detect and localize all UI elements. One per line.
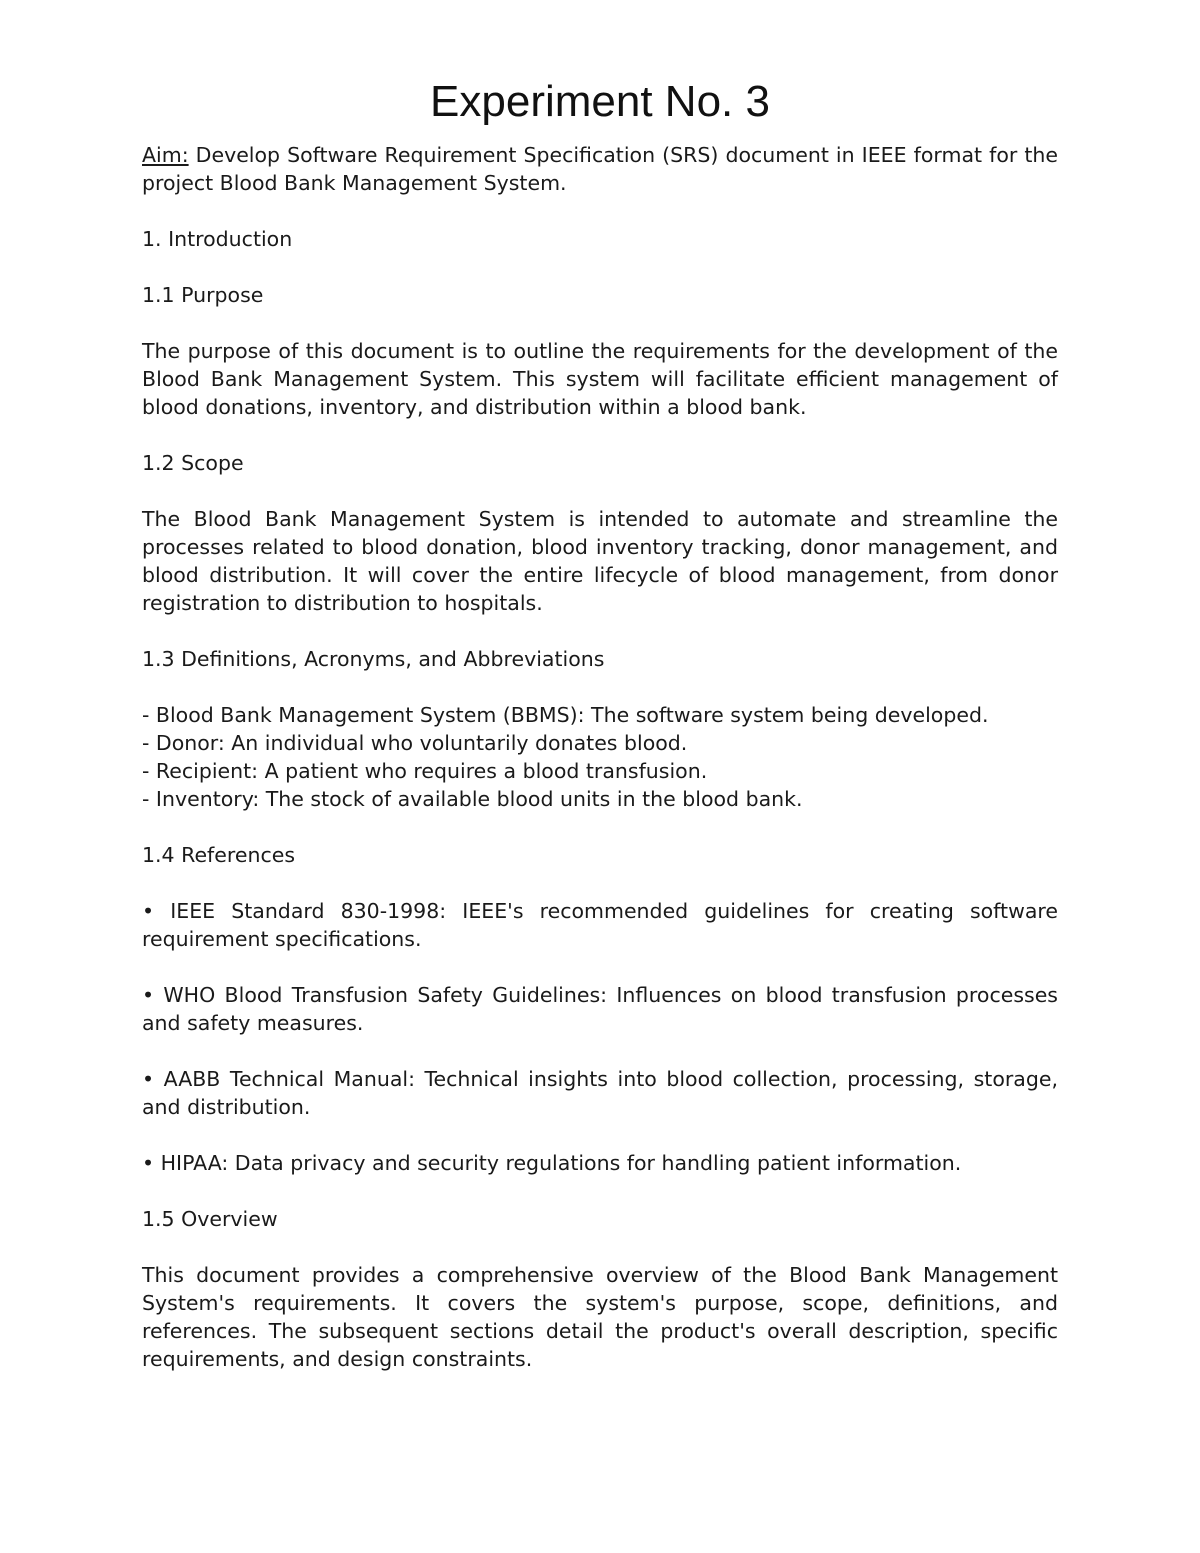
reference-item: • AABB Technical Manual: Technical insights into blood collection, processing, storage, and distribution. bbox=[142, 1067, 1058, 1119]
definition-item: - Donor: An individual who voluntarily donates blood. bbox=[142, 731, 688, 755]
purpose-paragraph: The purpose of this document is to outline the requirements for the development of the Blood Bank Management System. This system will facilitate efficient management of blood donations, inventory, and distribution within a blood bank. bbox=[142, 339, 1058, 419]
reference-item: • WHO Blood Transfusion Safety Guidelines: Influences on blood transfusion processes and safety measures. bbox=[142, 983, 1058, 1035]
definition-item: - Blood Bank Management System (BBMS): The software system being developed. bbox=[142, 703, 989, 727]
overview-paragraph: This document provides a comprehensive overview of the Blood Bank Management System's requirements. It covers the system's purpose, scope, definitions, and references. The subsequent sections detail the product's overall description, specific requirements, and design constraints. bbox=[142, 1263, 1058, 1371]
reference-item: • HIPAA: Data privacy and security regulations for handling patient information. bbox=[142, 1151, 962, 1175]
definition-item: - Recipient: A patient who requires a blood transfusion. bbox=[142, 759, 708, 783]
section-heading-scope: 1.2 Scope bbox=[142, 451, 244, 475]
reference-item: • IEEE Standard 830-1998: IEEE's recommended guidelines for creating software requirement specifications. bbox=[142, 899, 1058, 951]
aim-text: Develop Software Requirement Specification (SRS) document in IEEE format for the project Blood Bank Management System. bbox=[142, 143, 1058, 195]
section-heading-introduction: 1. Introduction bbox=[142, 227, 293, 251]
section-heading-overview: 1.5 Overview bbox=[142, 1207, 278, 1231]
aim-label: Aim: bbox=[142, 143, 189, 167]
definition-item: - Inventory: The stock of available blood units in the blood bank. bbox=[142, 787, 803, 811]
page-title: Experiment No. 3 bbox=[430, 77, 770, 126]
aim-paragraph bbox=[142, 141, 1058, 197]
scope-paragraph: The Blood Bank Management System is intended to automate and streamline the processes related to blood donation, blood inventory tracking, donor management, and blood distribution. It will cover the entire lifecycle of blood management, from donor registration to distribution to hospitals. bbox=[142, 507, 1058, 615]
document-body bbox=[142, 141, 1058, 1373]
section-heading-purpose: 1.1 Purpose bbox=[142, 283, 264, 307]
section-heading-references: 1.4 References bbox=[142, 843, 296, 867]
section-heading-definitions: 1.3 Definitions, Acronyms, and Abbreviations bbox=[142, 647, 605, 671]
